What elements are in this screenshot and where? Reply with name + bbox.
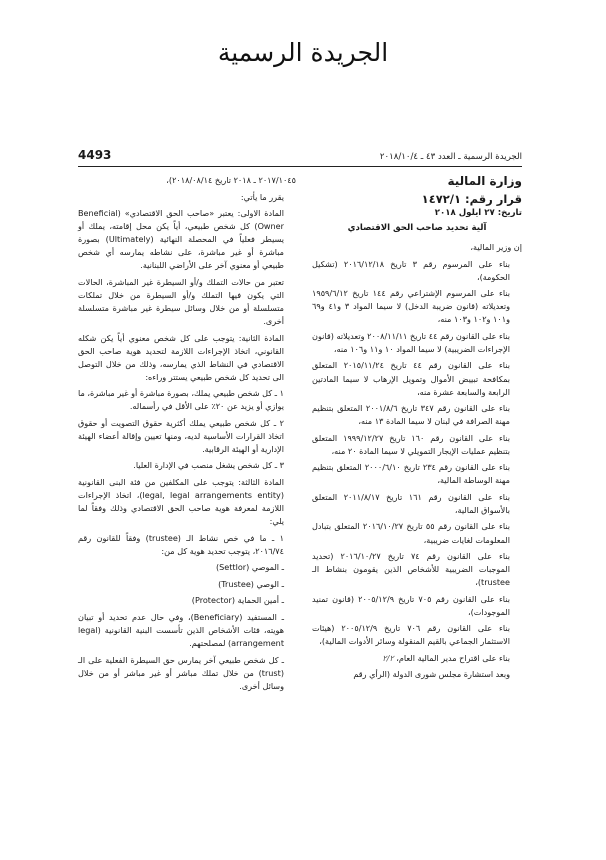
decision-subject: آلية تحديد صاحب الحق الاقتصادي (347, 223, 487, 234)
decision-number: قرار رقم: ١٤٧٢/١ (421, 192, 522, 206)
list-item: ٣ ـ كل شخص يشغل منصب في الإدارة العليا. (133, 460, 284, 471)
paragraph: وبعد استشارة مجلس شورى الدولة (الرأي رقم (353, 669, 510, 680)
list-item: ـ المستفيد (Beneficiary)، وفي حال عدم تحديد أو تبيان هويته، فئات الأشخاص الذين تأسست البنية القانونية (legal arrangement) لمصلحتهم. (78, 611, 284, 648)
paragraph: يقرر ما يأتي: (240, 191, 284, 202)
paragraph: بناء على القانون رقم ٧٤ تاريخ ٢٠١٦/١٠/٢٧ (تحديد الموجبات الضريبية للأشخاص الذين يقومون بنشاط الـ trustee)، (312, 551, 510, 588)
paragraph: بناء على القانون رقم ٣٤٧ تاريخ ٢٠٠١/٨/٦ المتعلق بتنظيم مهنة الصرافة في لبنان لا سيما المادة ١٣ منه، (312, 403, 510, 427)
page-number: 4493 (78, 148, 112, 162)
article-paragraph: المادة الثانية: يتوجب على كل شخص معنوي أياً يكن شكله القانوني، اتخاذ الإجراءات اللازمة لتحديد هوية صاحب الحق الاقتصادي في النشاط الذي يمارسه، وذلك من خلال التوصل الى تحديد كل شخص طبيعي يستتر وراءه: (78, 332, 284, 382)
list-item: ـ الوصي (Trustee) (218, 578, 284, 589)
gazette-masthead: الجريدة الرسمية (217, 38, 389, 67)
paragraph: بناء على القانون رقم ٢٣٤ تاريخ ٢٠٠٠/٦/١٠ المتعلق بتنظيم مهنة الوساطة المالية، (312, 462, 510, 486)
paragraph: بناء على القانون رقم ٧٠٦ تاريخ ٢٠٠٥/١٢/٩ (هيئات الاستثمار الجماعي بالقيم المنقولة وسائر الأدوات المالية)، (312, 623, 510, 647)
list-item: ـ الموصي (Settlor) (215, 562, 284, 573)
list-item: ١ ـ ما في خص نشاط الـ (trustee) وفقاً للقانون رقم ٢٠١٦/٧٤، يتوجب تحديد هوية كل من: (78, 532, 284, 556)
list-item: ١ ـ كل شخص طبيعي يملك، بصورة مباشرة أو غير مباشرة، ما يوازي أو يزيد عن ٢٠٪ على الأقل في رأسماله. (78, 388, 284, 412)
proposal-text: بناء على اقتراح مدير المالية العام، (396, 652, 510, 663)
paragraph (312, 652, 522, 665)
paragraph: تعتبر من حالات التملك و/أو السيطرة غير المباشرة، الحالات التي يكون فيها التملك و/أو السيطرة من خلال تملكات متسلسلة أو من خلال وسائل سيطرة غير مباشرة متسلسلة أخرى. (78, 276, 284, 326)
paragraph: بناء على المرسوم الإشتراعي رقم ١٤٤ تاريخ ١٩٥٩/٦/١٢ وتعديلاته (قانون ضريبة الدخل) لا سيما المواد ٣ و٤١ و٦٩ و١٠١ و١٠٢ و١٠٣ منه، (312, 288, 510, 325)
paragraph: بناء على القانون رقم ٥٥ تاريخ ٢٠١٦/١٠/٢٧ المتعلق بتبادل المعلومات لغايات ضريبية، (312, 521, 510, 545)
paragraph: بناء على القانون رقم ٤٤ تاريخ ٢٠٠٨/١١/١١ وتعديلاته (قانون الإجراءات الضريبية) لا سيما المواد ١٠ و١١ و١٠٦ منه، (312, 330, 510, 354)
list-item: ـ كل شخص طبيعي آخر يمارس حق السيطرة الفعلية على الـ (trust) من خلال تملك مباشر أو غير مباشر أو من خلال وسائل أخرى. (78, 654, 284, 691)
right-column (312, 174, 522, 685)
paragraph: بناء على القانون رقم ٤٤ تاريخ ٢٠١٥/١١/٢٤ المتعلق بمكافحة تبييض الأموال وتمويل الإرهاب لا سيما المادتين الرابعة والسابعة عشرة منه، (312, 360, 510, 397)
running-header (78, 150, 522, 167)
list-item: ٢ ـ كل شخص طبيعي يملك أكثرية حقوق التصويت أو حقوق اتخاذ القرارات الأساسية لديه، ومنها تعيين وإقالة أعضاء الهيئة الإدارية أو الهيئة الرقابية. (78, 417, 284, 454)
decision-date: تاريخ: ٢٧ ايلول ٢٠١٨ (434, 208, 522, 218)
paragraph: بناء على المرسوم رقم ٣ تاريخ ٢٠١٦/١٢/١٨ (تشكيل الحكومة)، (312, 258, 510, 282)
paragraph: ٢٠١٧/١٠٤٥ ـ ٢٠١٨ تاريخ ٢٠١٨/٠٨/١٤)، (166, 175, 296, 185)
issue-header: الجريدة الرسمية ـ العدد ٤٣ ـ ٢٠١٨/١٠/٤ (379, 152, 522, 162)
paragraph: بناء على القانون رقم ١٦٠ تاريخ ١٩٩٩/١٢/٢٧ المتعلق بتنظيم عمليات الإيجار التمويلي لا سيما المادة ٢٠ منه، (312, 432, 510, 456)
paragraph: بناء على القانون رقم ٧٠٥ تاريخ ٢٠٠٥/١٢/٩ (قانون تمنيد الموجودات)، (312, 593, 510, 617)
list-item: ـ أمين الحماية (Protector) (191, 595, 284, 606)
ministry-title: وزارة المالية (447, 174, 522, 188)
paragraph: إن وزير المالية، (470, 242, 522, 253)
article-paragraph: المادة الثالثة: يتوجب على المكلفين من فئة البنى القانونية (legal, legal arrangements entity)، اتخاذ الإجراءات اللازمة لمعرفة هوية صاحب الحق الاقتصادي وذلك وفقاً لما يلي: (78, 476, 285, 527)
paragraph: بناء على القانون رقم ١٦١ تاريخ ٢٠١١/٨/١٧ المتعلق بالأسواق المالية، (312, 491, 510, 515)
article-paragraph: المادة الاولى: يعتبر «صاحب الحق الاقتصادي» (Beneficial Owner) كل شخص طبيعي، أياً يكن محل إقامته، يملك أو يسيطر فعلياً في المحصلة النهائية (Ultimately) بصورة مباشرة أو غير مباشرة، على نشاطه يمارسه أي شخص طبيعي أو معنوي آخر على الأراضي اللبنانية. (78, 208, 284, 271)
margin-mark: ٢/٢ (382, 652, 394, 663)
left-column (78, 174, 296, 696)
